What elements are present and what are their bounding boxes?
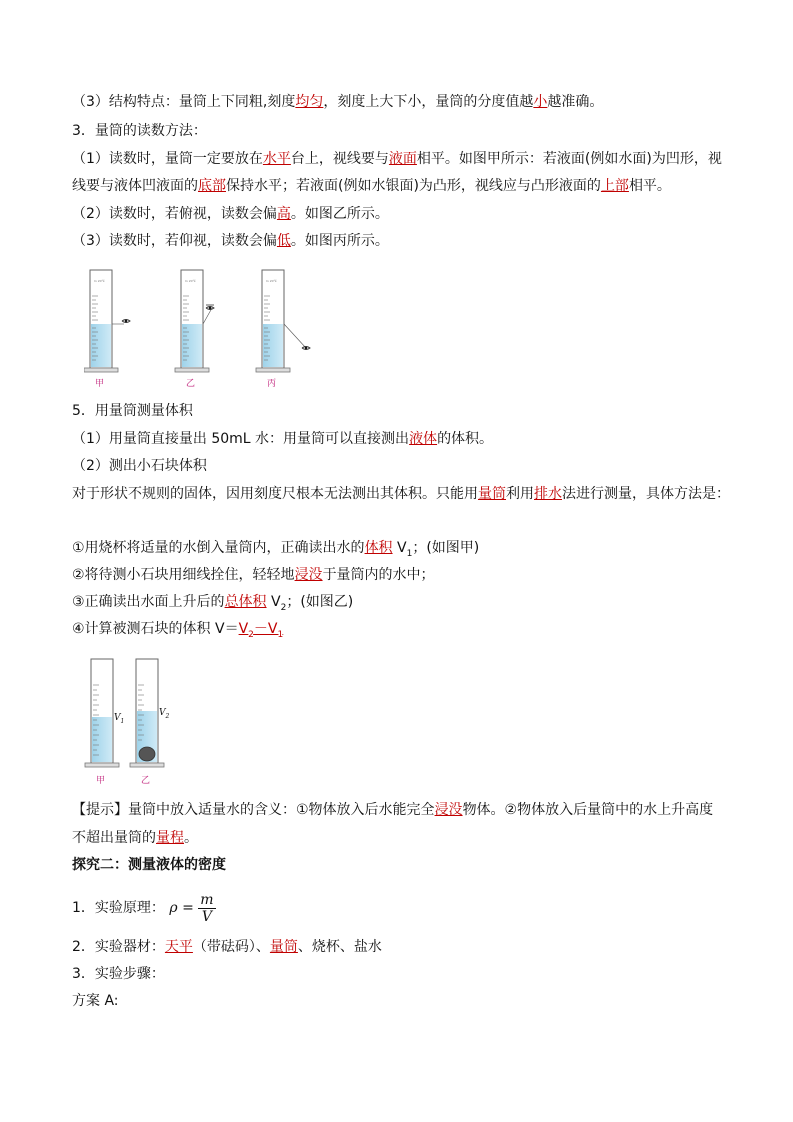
svg-text:In 20℃: In 20℃ (185, 279, 196, 283)
cylinder-jia (84, 270, 130, 372)
text: ①用烧杯将适量的水倒入量筒内，正确读出水的 (72, 540, 365, 556)
text: V (159, 708, 166, 718)
text: 利用 (506, 486, 534, 502)
text: 的体积。 (437, 431, 494, 447)
answer-blank: 液面 (388, 151, 417, 167)
equipment-line (72, 937, 382, 957)
answer-blank: 水平 (262, 151, 291, 167)
text: ④计算被测石块的体积 V＝ (72, 621, 239, 637)
answer-blank: 低 (276, 233, 291, 249)
step-2 (72, 565, 435, 585)
measure-rule-2: （2）测出小石块体积 (72, 458, 207, 474)
reading-figure (84, 266, 344, 388)
numerator: m (200, 891, 214, 908)
rho-symbol: ρ (169, 900, 178, 916)
text: ③正确读出水面上升后的 (72, 594, 225, 610)
step-1 (72, 538, 479, 564)
answer-blank: 量程 (156, 830, 184, 846)
subscript: 2 (248, 629, 254, 640)
answer-blank: 天平 (164, 939, 193, 955)
irregular-solid-text (72, 484, 730, 504)
cylinder-yi (175, 270, 214, 372)
reading-rule-1b (72, 176, 671, 196)
figure-label-yi-2: 乙 (141, 776, 151, 786)
subscript: 1 (406, 548, 413, 559)
stone-volume-figure (84, 655, 194, 787)
plan-a-heading: 方案 A: (72, 993, 119, 1009)
text: 1．实验原理： (72, 900, 165, 916)
text: 对于形状不规则的固体，因用刻度尺根本无法测出其体积。只能用 (72, 486, 478, 502)
text: V (238, 621, 249, 637)
subscript: 2 (165, 712, 170, 720)
answer-blank: 浸没 (294, 567, 323, 583)
answer-blank: 量筒 (269, 939, 298, 955)
v2-label (159, 708, 169, 720)
text: （3）读数时，若仰视，读数会偏 (72, 233, 277, 249)
answer-blank: 量筒 (478, 486, 506, 502)
denominator: V (201, 908, 212, 925)
section-title-explore-2: 探究二：测量液体的密度 (72, 857, 226, 873)
text: （1）读数时，量筒一定要放在 (72, 151, 263, 167)
text: 保持水平；若液面(例如水银面)为凸形，视线应与凸形液面的 (226, 178, 601, 194)
structure-feature-line (72, 92, 603, 112)
svg-text:In 20℃: In 20℃ (266, 279, 277, 283)
text: ，刻度上大下小，量筒的分度值越 (323, 94, 534, 110)
text: 、烧杯、盐水 (297, 939, 382, 955)
figure-label-jia: 甲 (95, 379, 105, 389)
section-heading-measure: 5．用量筒测量体积 (72, 403, 193, 419)
text: 2．实验器材： (72, 939, 165, 955)
answer-blank: 液体 (409, 431, 438, 447)
figure-label-bing: 丙 (267, 379, 277, 389)
answer-blank: 小 (533, 94, 548, 110)
svg-text:In 20℃: In 20℃ (94, 279, 105, 283)
text: ；(如图甲) (412, 540, 480, 556)
answer-blank: 总体积 (224, 594, 267, 610)
text: （3）结构特点：量筒上下同粗,刻度 (72, 94, 296, 110)
answer-blank: 上部 (600, 178, 629, 194)
text: －V (253, 621, 278, 637)
section-heading-reading: 3．量筒的读数方法： (72, 123, 207, 139)
subscript: 1 (120, 717, 125, 725)
figure-label-jia-2: 甲 (96, 776, 106, 786)
figure-label-yi: 乙 (186, 379, 196, 389)
text: ；(如图乙) (286, 594, 354, 610)
cylinder-bing (256, 270, 310, 372)
tip-line-1 (72, 800, 713, 820)
text: 相平。如图甲所示：若液面(例如水面)为凹形，视 (416, 151, 722, 167)
text: 物体。②物体放入后量筒中的水上升高度 (462, 802, 714, 818)
text: ②将待测小石块用细线拴住，轻轻地 (72, 567, 295, 583)
steps-heading: 3．实验步骤： (72, 966, 165, 982)
reading-rule-3 (72, 231, 389, 251)
density-fraction (198, 892, 215, 925)
text: 【提示】量筒中放入适量水的含义：①物体放入后水能完全 (72, 802, 435, 818)
text: （2）读数时，若俯视，读数会偏 (72, 206, 277, 222)
cylinder-diagram (84, 266, 344, 388)
answer-blank: 排水 (534, 486, 562, 502)
text: V (114, 713, 121, 723)
equals-sign: = (182, 900, 194, 916)
text: 越准确。 (547, 94, 604, 110)
text: 相平。 (628, 178, 671, 194)
text: 法进行测量，具体方法是： (562, 486, 730, 502)
subscript: 1 (277, 629, 284, 640)
principle-line (72, 890, 216, 926)
step-3 (72, 592, 353, 618)
text: 线要与液体凹液面的 (72, 178, 198, 194)
text: 于量筒内的水中； (322, 567, 435, 583)
answer-blank: 均匀 (295, 94, 324, 110)
text: 台上，视线要与 (290, 151, 389, 167)
answer-blank: 底部 (198, 178, 226, 194)
text: 。 (184, 830, 198, 846)
subscript: 2 (280, 602, 287, 613)
measure-rule-1 (72, 429, 493, 449)
step-4 (72, 619, 283, 645)
text: 。如图丙所示。 (290, 233, 389, 249)
reading-rule-1a (72, 149, 722, 169)
v1-label (114, 713, 124, 725)
answer-blank: 高 (276, 206, 291, 222)
text: V (266, 594, 281, 610)
text: V (392, 540, 407, 556)
cylinder-diagram-2 (84, 655, 194, 787)
text: （1）用量筒直接量出 50mL 水：用量筒可以直接测出 (72, 431, 410, 447)
text: （带砝码）、 (192, 939, 270, 955)
answer-blank (238, 621, 284, 640)
reading-rule-2 (72, 204, 389, 224)
text: 不超出量筒的 (72, 830, 156, 846)
tip-line-2 (72, 828, 198, 848)
answer-blank: 浸没 (434, 802, 463, 818)
answer-blank: 体积 (364, 540, 393, 556)
text: 。如图乙所示。 (290, 206, 389, 222)
